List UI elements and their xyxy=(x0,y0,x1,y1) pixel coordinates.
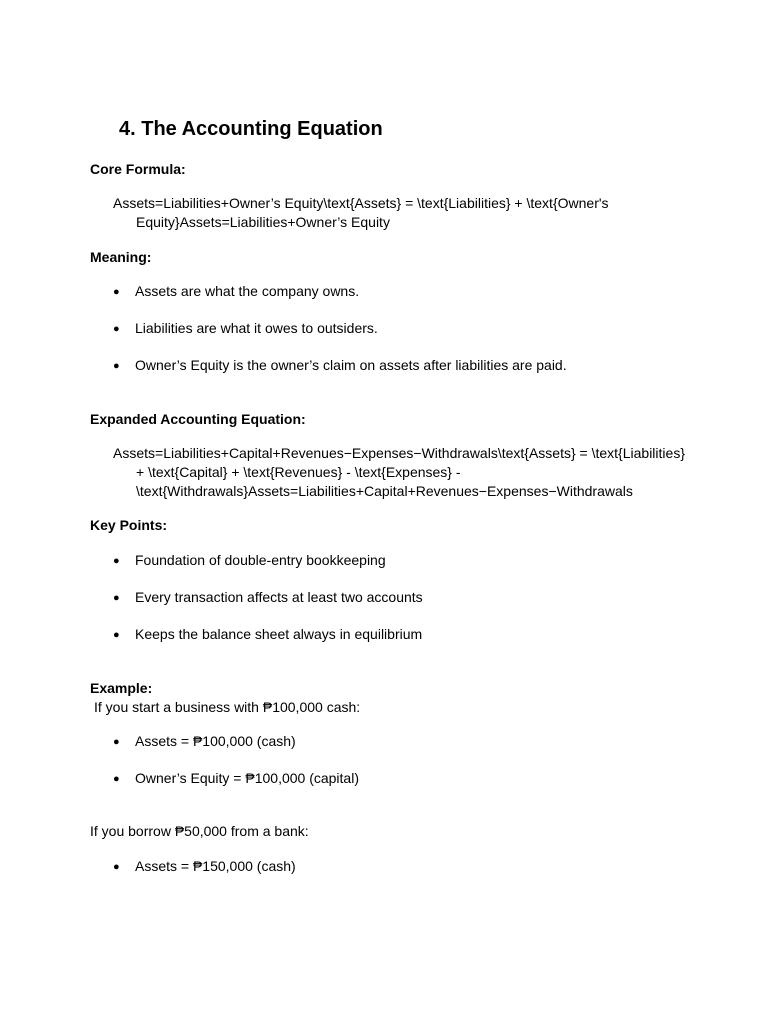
list-item xyxy=(113,588,423,607)
expanded-formula-line-2: + \text{Capital} + \text{Revenues} - \text{Expenses} - xyxy=(136,464,461,480)
list-item-text: Owner’s Equity = ₱100,000 (capital) xyxy=(135,770,359,786)
list-item-text: Assets = ₱100,000 (cash) xyxy=(135,733,296,749)
bullet-icon: ● xyxy=(113,592,120,604)
list-item xyxy=(113,625,422,644)
core-formula-heading: Core Formula: xyxy=(90,161,186,177)
core-formula-line-1: Assets=Liabilities+Owner’s Equity\text{Assets} = \text{Liabilities} + \text{Owner's xyxy=(113,195,609,211)
example-intro: If you start a business with ₱100,000 cash: xyxy=(94,699,361,715)
bullet-icon: ● xyxy=(113,286,120,298)
list-item xyxy=(113,857,296,876)
page-title: 4. The Accounting Equation xyxy=(119,118,383,140)
list-item-text: Foundation of double-entry bookkeeping xyxy=(135,552,386,568)
bullet-icon: ● xyxy=(113,736,120,748)
expanded-formula xyxy=(113,444,703,501)
bullet-icon: ● xyxy=(113,360,120,372)
list-item-text: Liabilities are what it owes to outsiders. xyxy=(135,320,378,336)
list-item xyxy=(113,319,378,338)
expanded-formula-line-1: Assets=Liabilities+Capital+Revenues−Expenses−Withdrawals\text{Assets} = \text{Liabilities} xyxy=(113,445,685,461)
list-item xyxy=(113,282,359,301)
list-item xyxy=(113,769,359,788)
list-item xyxy=(113,356,567,375)
bullet-icon: ● xyxy=(113,861,120,873)
list-item-text: Owner’s Equity is the owner’s claim on assets after liabilities are paid. xyxy=(135,357,567,373)
expanded-formula-line-3: \text{Withdrawals}Assets=Liabilities+Capital+Revenues−Expenses−Withdrawals xyxy=(136,483,633,499)
core-formula-line-2: Equity}Assets=Liabilities+Owner’s Equity xyxy=(136,214,390,230)
bullet-icon: ● xyxy=(113,773,120,785)
list-item-text: Every transaction affects at least two accounts xyxy=(135,589,423,605)
meaning-heading: Meaning: xyxy=(90,249,152,265)
list-item-text: Assets are what the company owns. xyxy=(135,283,360,299)
core-formula xyxy=(113,194,703,232)
list-item xyxy=(113,732,296,751)
list-item-text: Keeps the balance sheet always in equilibrium xyxy=(135,626,423,642)
key-points-heading: Key Points: xyxy=(90,517,168,533)
bullet-icon: ● xyxy=(113,323,120,335)
example-heading: Example: xyxy=(90,680,153,696)
bullet-icon: ● xyxy=(113,629,120,641)
borrow-text: If you borrow ₱50,000 from a bank: xyxy=(90,823,309,839)
list-item xyxy=(113,551,386,570)
bullet-icon: ● xyxy=(113,555,120,567)
list-item-text: Assets = ₱150,000 (cash) xyxy=(135,858,296,874)
expanded-equation-heading: Expanded Accounting Equation: xyxy=(90,411,306,427)
